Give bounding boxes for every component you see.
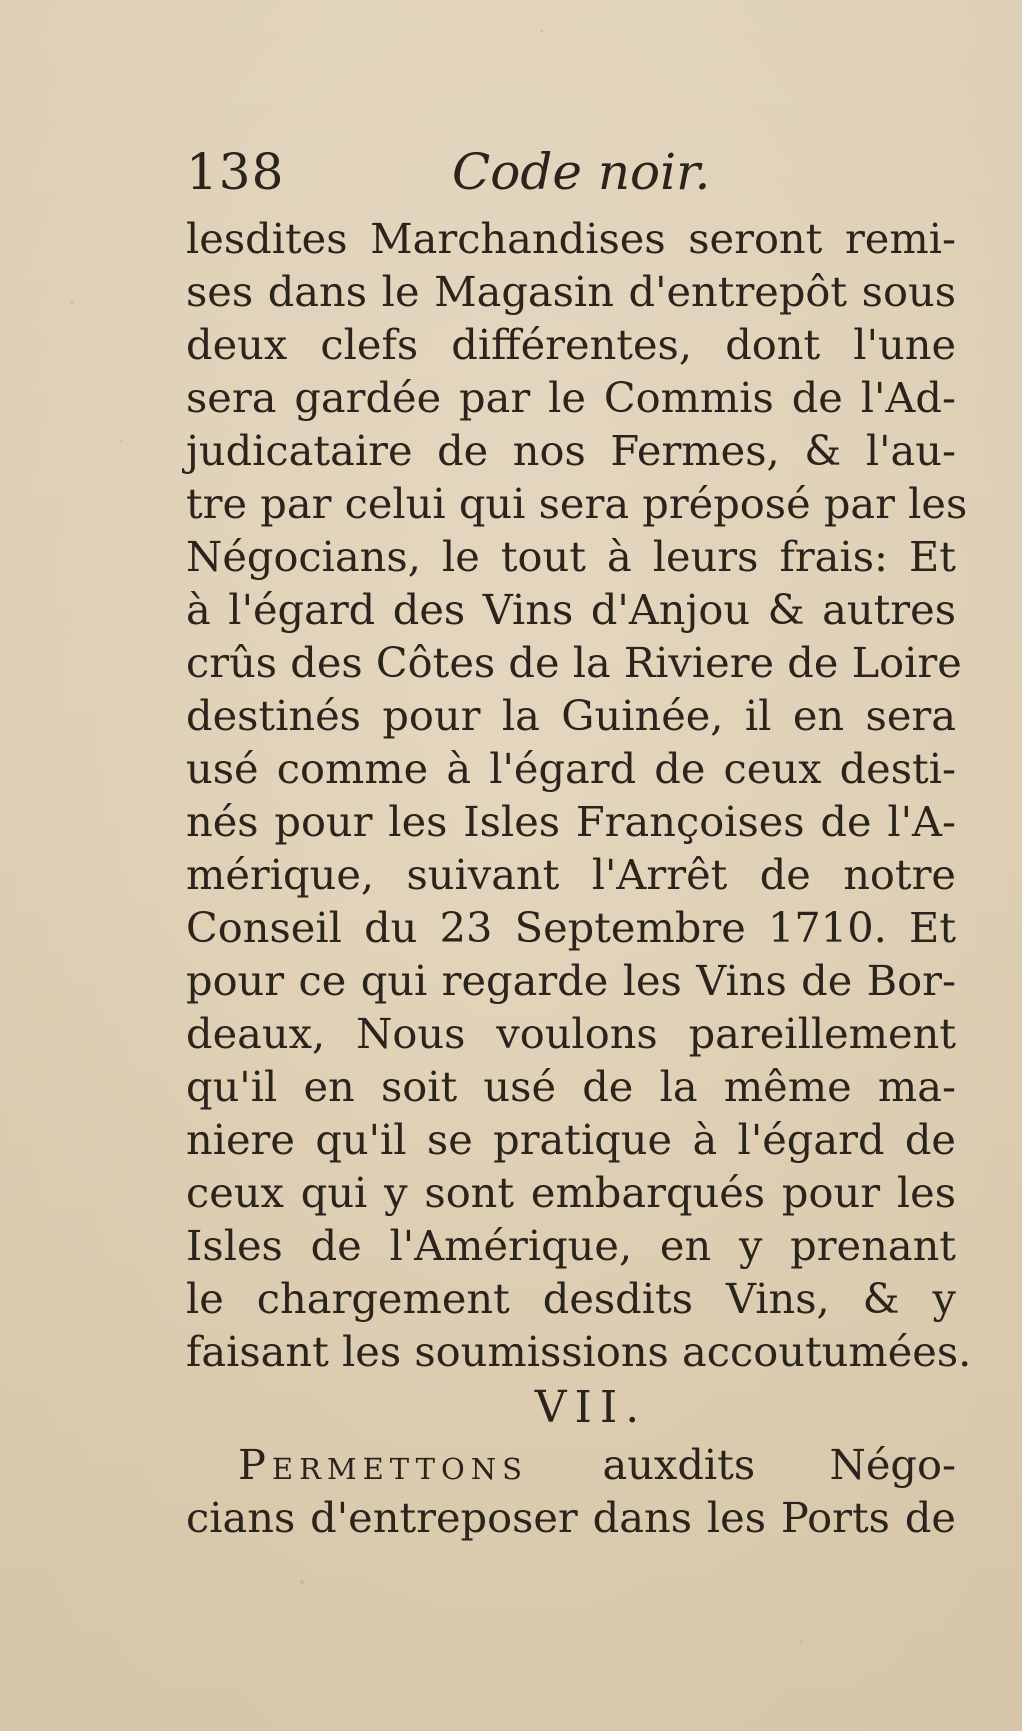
running-title: Code noir. [452, 143, 711, 201]
text-line: deaux, Nous voulons pareillement [186, 1009, 956, 1058]
text-line: judicataire de nos Fermes, & l'au- [186, 426, 956, 475]
text-line: pour ce qui regarde les Vins de Bor- [186, 956, 956, 1005]
text-line: deux clefs différentes, dont l'une [186, 320, 956, 369]
text-line: nés pour les Isles Françoises de l'A- [186, 797, 956, 846]
text-line: usé comme à l'égard de ceux desti- [186, 744, 956, 793]
text-line: ses dans le Magasin d'entrepôt sous [186, 267, 956, 316]
page-header [186, 142, 946, 212]
text-line: Isles de l'Amérique, en y prenant [186, 1221, 956, 1270]
text-line: lesdites Marchandises seront remi- [186, 214, 956, 263]
paper-speck [540, 30, 543, 33]
section-second-line: cians d'entreposer dans les Ports de [186, 1493, 956, 1542]
section-first-line [186, 1438, 956, 1491]
text-line: Conseil du 23 Septembre 1710. Et [186, 903, 956, 952]
text-line: le chargement desdits Vins, & y [186, 1274, 956, 1323]
text-line: Négocians, le tout à leurs frais: Et [186, 532, 956, 581]
section-numeral: VII. [534, 1382, 648, 1433]
text-line: qu'il en soit usé de la même ma- [186, 1062, 956, 1111]
text-line: crûs des Côtes de la Riviere de Loire [186, 638, 962, 687]
text-line: ceux qui y sont embarqués pour les [186, 1168, 956, 1217]
text-line: tre par celui qui sera préposé par les [186, 479, 968, 528]
text-line: sera gardée par le Commis de l'Ad- [186, 373, 956, 422]
paper-speck [70, 300, 74, 304]
paper-speck [120, 440, 123, 443]
text-line: faisant les soumissions accoutumées. [186, 1327, 972, 1376]
text-line: niere qu'il se pratique à l'égard de [186, 1115, 956, 1164]
paper-speck [800, 1640, 803, 1643]
page-number: 138 [186, 143, 285, 201]
text-line: destinés pour la Guinée, il en sera [186, 691, 956, 740]
text-line: à l'égard des Vins d'Anjou & autres [186, 585, 956, 634]
paper-speck [300, 1580, 304, 1584]
section-first-word: Permettons [238, 1440, 529, 1489]
text-line: mérique, suivant l'Arrêt de notre [186, 850, 956, 899]
body-text [186, 212, 972, 1544]
section-first-line-rest: auxdits Négo- [602, 1440, 956, 1489]
